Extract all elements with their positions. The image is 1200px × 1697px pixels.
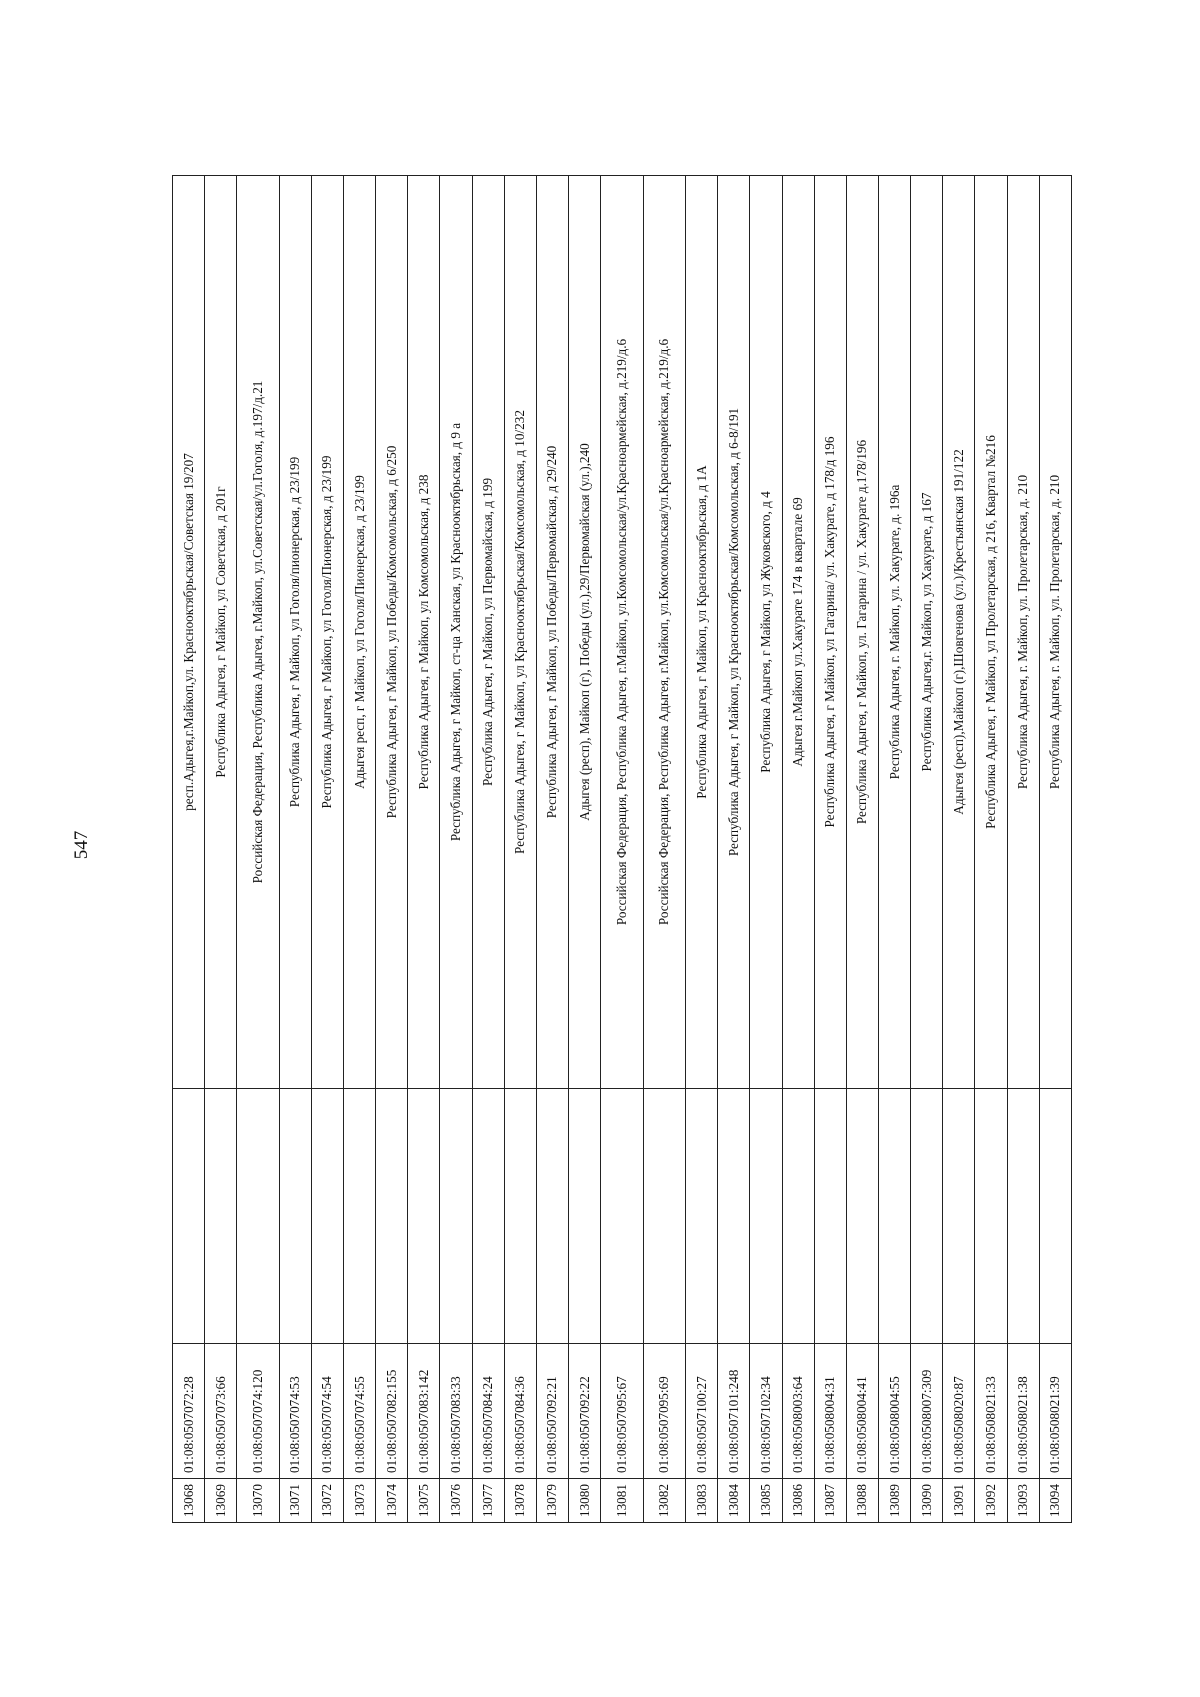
address-cell: Республика Адыгея, г. Майкоп, ул. Пролетарская, д. 210 [1039,176,1071,1089]
cadastral-number-cell: 01:08:0508007:309 [911,1344,943,1479]
empty-cell [279,1089,311,1344]
table-row [504,176,536,1523]
row-number-cell: 13074 [376,1479,408,1523]
address-cell: Республика Адыгея, г Майкоп, ул Комсомольская, д 238 [408,176,440,1089]
empty-cell [376,1089,408,1344]
address-cell: Российская Федерация, Республика Адыгея, г.Майкоп, ул.Комсомольская/ул.Красноармейская, д.219/д.6 [643,176,686,1089]
empty-cell [643,1089,686,1344]
table-row [536,176,568,1523]
address-cell: Республика Адыгея, г Майкоп, ул Краснооктябрьская, д 1А [686,176,718,1089]
cadastral-number-cell: 01:08:0507083:33 [440,1344,472,1479]
cadastral-number-cell: 01:08:0507102:34 [750,1344,782,1479]
cadastral-number-cell: 01:08:0508004:41 [846,1344,878,1479]
address-cell: Адыгея (респ), Майкоп (г), Победы (ул.),29/Первомайская (ул.),240 [569,176,601,1089]
table-row [846,176,878,1523]
empty-cell [536,1089,568,1344]
empty-cell [408,1089,440,1344]
cadastral-number-cell: 01:08:0507072:28 [173,1344,205,1479]
row-number-cell: 13090 [911,1479,943,1523]
empty-cell [750,1089,782,1344]
row-number-cell: 13087 [814,1479,846,1523]
row-number-cell: 13068 [173,1479,205,1523]
address-cell: Республика Адыгея, г Майкоп, ул Пролетарская, д 216, Квартал №216 [975,176,1007,1089]
table-row [472,176,504,1523]
table-row [408,176,440,1523]
cadastral-number-cell: 01:08:0507082:155 [376,1344,408,1479]
address-cell: Республика Адыгея, г Майкоп, ул Победы/Первомайская, д 29/240 [536,176,568,1089]
row-number-cell: 13083 [686,1479,718,1523]
table-row [1039,176,1071,1523]
empty-cell [504,1089,536,1344]
empty-cell [782,1089,814,1344]
row-number-cell: 13081 [601,1479,644,1523]
table-row [975,176,1007,1523]
empty-cell [173,1089,205,1344]
table-row [943,176,975,1523]
empty-cell [975,1089,1007,1344]
empty-cell [344,1089,376,1344]
empty-cell [601,1089,644,1344]
table-row [279,176,311,1523]
row-number-cell: 13079 [536,1479,568,1523]
cadastral-number-cell: 01:08:0508003:64 [782,1344,814,1479]
row-number-cell: 13075 [408,1479,440,1523]
row-number-cell: 13088 [846,1479,878,1523]
row-number-cell: 13085 [750,1479,782,1523]
row-number-cell: 13086 [782,1479,814,1523]
row-number-cell: 13076 [440,1479,472,1523]
empty-cell [237,1089,280,1344]
empty-cell [911,1089,943,1344]
empty-cell [311,1089,343,1344]
row-number-cell: 13092 [975,1479,1007,1523]
row-number-cell: 13082 [643,1479,686,1523]
address-cell: Республика Адыгея, г Майкоп, ул Жуковского, д 4 [750,176,782,1089]
cadastral-number-cell: 01:08:0507074:54 [311,1344,343,1479]
address-cell: Республика Адыгея, г Майкоп, ул Первомайская, д 199 [472,176,504,1089]
empty-cell [943,1089,975,1344]
page-number: 547 [71,830,92,860]
cadastral-number-cell: 01:08:0508004:31 [814,1344,846,1479]
cadastral-number-cell: 01:08:0507074:120 [237,1344,280,1479]
address-cell: Республика Адыгея, г Майкоп, ул Советская, д 201г [205,176,237,1089]
row-number-cell: 13084 [718,1479,750,1523]
row-number-cell: 13080 [569,1479,601,1523]
address-cell: Республика Адыгея, г Майкоп, ул Краснооктябрьская/Комсомольская, д 6-8/191 [718,176,750,1089]
address-cell: Адыгея г.Майкоп ул.Хакурате 174 в квартале 69 [782,176,814,1089]
address-cell: Республика Адыгея, г Майкоп, ул Победы/Комсомольская, д 6/250 [376,176,408,1089]
rotated-table-wrapper [172,176,1072,1523]
empty-cell [472,1089,504,1344]
cadastral-number-cell: 01:08:0507074:53 [279,1344,311,1479]
table-row [173,176,205,1523]
address-cell: Республика Адыгея, г. Майкоп, ул. Хакурате, д. 196а [879,176,911,1089]
empty-cell [440,1089,472,1344]
table-row [601,176,644,1523]
cadastral-number-cell: 01:08:0508021:38 [1007,1344,1039,1479]
cadastral-number-cell: 01:08:0508021:33 [975,1344,1007,1479]
address-cell: Российская Федерация, Республика Адыгея, г.Майкоп, ул.Советская/ул.Гоголя, д.197/д.21 [237,176,280,1089]
cadastral-number-cell: 01:08:0508004:55 [879,1344,911,1479]
table-row [686,176,718,1523]
row-number-cell: 13093 [1007,1479,1039,1523]
address-cell: Республика Адыгея, г Майкоп, ул Гоголя/Пионерская, д 23/199 [311,176,343,1089]
empty-cell [879,1089,911,1344]
cadastral-number-cell: 01:08:0508020:87 [943,1344,975,1479]
empty-cell [1007,1089,1039,1344]
address-cell: Республика Адыгея, г Майкоп, ул Гоголя/пионерская, д 23/199 [279,176,311,1089]
cadastral-number-cell: 01:08:0507083:142 [408,1344,440,1479]
empty-cell [846,1089,878,1344]
address-cell: Республика Адыгея,г. Майкоп, ул Хакурате, д 167 [911,176,943,1089]
table-row [750,176,782,1523]
address-cell: Республика Адыгея, г Майкоп, ул Краснооктябрьская/Комсомольская, д 10/232 [504,176,536,1089]
table-body [173,176,1072,1523]
row-number-cell: 13078 [504,1479,536,1523]
row-number-cell: 13094 [1039,1479,1071,1523]
empty-cell [1039,1089,1071,1344]
address-cell: Республика Адыгея, г Майкоп, ул. Гагарина / ул. Хакурате д.178/196 [846,176,878,1089]
empty-cell [814,1089,846,1344]
cadastral-number-cell: 01:08:0507084:24 [472,1344,504,1479]
table-row [718,176,750,1523]
address-cell: Республика Адыгея, г Майкоп, ул Гагарина/ ул. Хакурате, д 178/д 196 [814,176,846,1089]
address-cell: Адыгея (респ),Майкоп (г),Шовгенова (ул.)/Крестьянская 191/122 [943,176,975,1089]
cadastral-number-cell: 01:08:0508021:39 [1039,1344,1071,1479]
row-number-cell: 13072 [311,1479,343,1523]
address-cell: Российская Федерация, Республика Адыгея, г.Майкоп, ул.Комсомольская/ул.Красноармейская, д.219/д.6 [601,176,644,1089]
row-number-cell: 13071 [279,1479,311,1523]
cadastral-number-cell: 01:08:0507095:67 [601,1344,644,1479]
address-cell: Адыгея респ, г Майкоп, ул Гоголя/Пионерская, д 23/199 [344,176,376,1089]
cadastral-number-cell: 01:08:0507092:22 [569,1344,601,1479]
row-number-cell: 13091 [943,1479,975,1523]
empty-cell [686,1089,718,1344]
address-cell: Республика Адыгея, г Майкоп, ст-ца Ханская, ул Краснооктябрьская, д 9 а [440,176,472,1089]
cadastral-number-cell: 01:08:0507101:248 [718,1344,750,1479]
table-row [237,176,280,1523]
row-number-cell: 13077 [472,1479,504,1523]
table-row [782,176,814,1523]
table-row [344,176,376,1523]
table-row [311,176,343,1523]
cadastral-number-cell: 01:08:0507084:36 [504,1344,536,1479]
table-row [569,176,601,1523]
row-number-cell: 13069 [205,1479,237,1523]
table-row [879,176,911,1523]
row-number-cell: 13089 [879,1479,911,1523]
empty-cell [205,1089,237,1344]
cadastral-number-cell: 01:08:0507074:55 [344,1344,376,1479]
row-number-cell: 13073 [344,1479,376,1523]
table-row [205,176,237,1523]
empty-cell [718,1089,750,1344]
empty-cell [569,1089,601,1344]
cadastral-register-table [172,175,1072,1523]
table-row [1007,176,1039,1523]
cadastral-number-cell: 01:08:0507100:27 [686,1344,718,1479]
address-cell: респ.Адыгея,г.Майкоп,ул. Краснооктябрьская/Советская 19/207 [173,176,205,1089]
table-row [376,176,408,1523]
cadastral-number-cell: 01:08:0507092:21 [536,1344,568,1479]
address-cell: Республика Адыгея, г. Майкоп, ул. Пролетарская, д. 210 [1007,176,1039,1089]
table-row [911,176,943,1523]
table-row [814,176,846,1523]
cadastral-number-cell: 01:08:0507073:66 [205,1344,237,1479]
table-row [440,176,472,1523]
table-row [643,176,686,1523]
cadastral-number-cell: 01:08:0507095:69 [643,1344,686,1479]
row-number-cell: 13070 [237,1479,280,1523]
